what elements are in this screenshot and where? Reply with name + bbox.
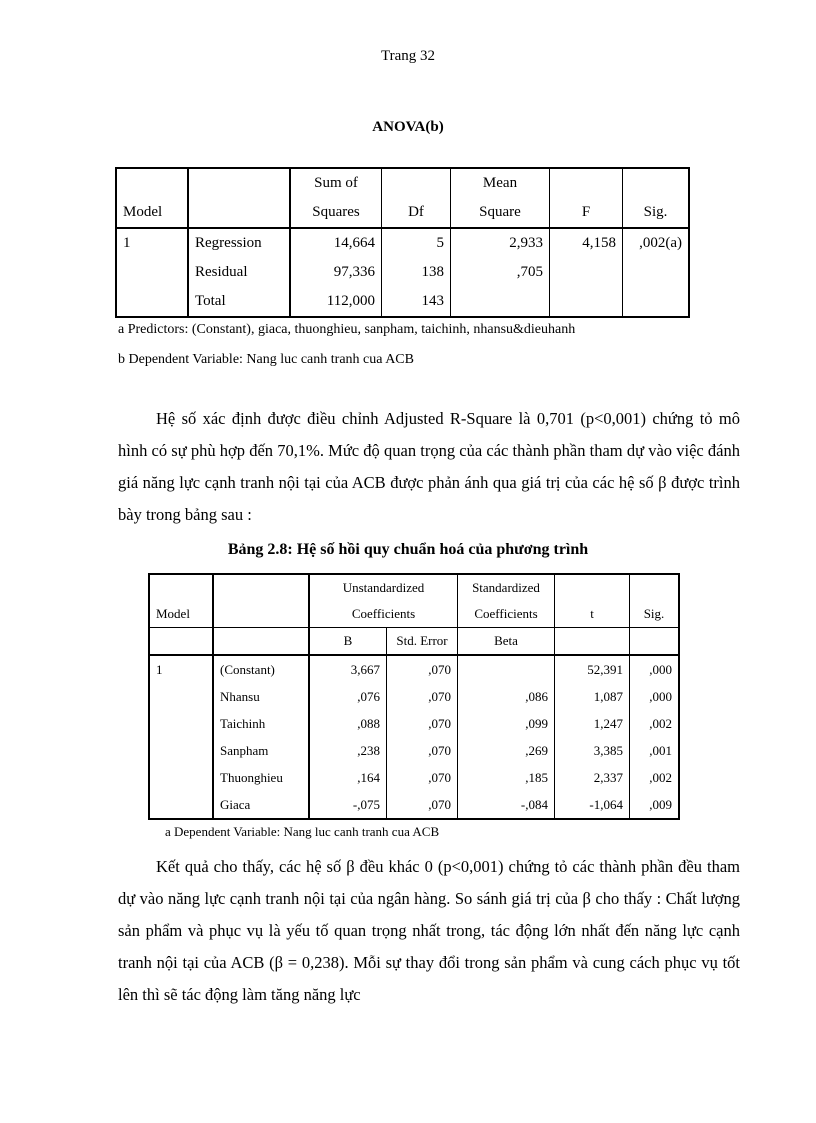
coef-table-title: Bảng 2.8: Hệ số hồi quy chuẩn hoá của phương trình: [227, 541, 589, 558]
coef-b: ,076: [309, 683, 387, 710]
coef-beta: ,185: [458, 764, 555, 791]
anova-df: 5: [382, 228, 451, 258]
coef-term: Thuonghieu: [213, 764, 309, 791]
anova-f: 4,158: [550, 228, 623, 258]
coef-beta: ,099: [458, 710, 555, 737]
coef-term: Sanpham: [213, 737, 309, 764]
coef-se: ,070: [387, 791, 458, 819]
anova-ss: 97,336: [290, 258, 382, 287]
coef-b: -,075: [309, 791, 387, 819]
coef-footnote: a Dependent Variable: Nang luc canh tranh cua ACB: [165, 824, 440, 839]
anova-model-number: 1: [116, 228, 188, 258]
coef-b: ,088: [309, 710, 387, 737]
paragraph-2-text: Kết quả cho thấy, các hệ số β đều khác 0 (p<0,001) chứng tỏ các thành phần đều tham dự vào năng lực cạnh tranh nội tại của ngân hàng. So sánh giá trị của β cho thấy : Chất lượng sản phẩm và phục vụ là yếu tố quan trọng nhất trong, tác động lớn nhất đến năng lực cạnh tranh nội tại của ACB (β = 0,238). Mỗi sự thay đổi trong sản phẩm và cung cách phục vụ tốt lên thì sẽ tác động làm tăng năng lực: [118, 857, 740, 1004]
anova-title: ANOVA(b): [372, 119, 444, 135]
coef-sig: ,001: [649, 742, 672, 758]
coef-sig: ,000: [649, 688, 672, 704]
coef-t: -1,064: [555, 791, 630, 819]
coef-header-b: B: [309, 628, 387, 656]
anova-header-model: Model: [116, 198, 188, 228]
coef-beta: [458, 655, 555, 683]
coef-header-sig: Sig.: [643, 606, 665, 621]
paragraph-2: [118, 851, 740, 1011]
anova-ms: 2,933: [451, 228, 550, 258]
coef-se: ,070: [387, 710, 458, 737]
coef-b: 3,667: [309, 655, 387, 683]
coef-t: 1,247: [555, 710, 630, 737]
anova-table: [115, 167, 690, 318]
coef-term: Giaca: [213, 791, 309, 819]
table-row: [116, 287, 689, 317]
anova-df: 143: [382, 287, 451, 317]
anova-term: Residual: [188, 258, 290, 287]
table-row: [149, 764, 679, 791]
anova-ss: 14,664: [290, 228, 382, 258]
table-row: [116, 258, 689, 287]
table-row: [149, 683, 679, 710]
coef-sig: ,009: [649, 796, 672, 812]
table-row: [149, 791, 679, 819]
anova-term: Total: [188, 287, 290, 317]
anova-header-df: Df: [382, 198, 451, 228]
anova-header-ms-bottom: Square: [451, 198, 550, 228]
coef-t: 52,391: [555, 655, 630, 683]
anova-footnote-a: a Predictors: (Constant), giaca, thuonghieu, sanpham, taichinh, nhansu&dieuhanh: [118, 322, 576, 337]
coef-b: ,164: [309, 764, 387, 791]
coef-beta: ,269: [458, 737, 555, 764]
table-row: [149, 655, 679, 683]
table-row: [149, 737, 679, 764]
table-row: [116, 228, 689, 258]
coef-t: 1,087: [555, 683, 630, 710]
coef-term: Nhansu: [213, 683, 309, 710]
anova-sig: ,002(a): [639, 235, 682, 251]
coef-sig: ,000: [649, 661, 672, 677]
coef-model-number: 1: [149, 655, 213, 683]
anova-header-f: F: [550, 198, 623, 228]
coef-beta: -,084: [458, 791, 555, 819]
coef-header-t: t: [555, 601, 630, 628]
anova-header-ms-top: Mean: [451, 168, 550, 198]
page-header: Trang 32: [380, 48, 436, 64]
paragraph-1-text: Hệ số xác định được điều chỉnh Adjusted R-Square là 0,701 (p<0,001) chứng tỏ mô hình có sự phù hợp đến 70,1%. Mức độ quan trọng của các thành phần tham dự vào việc đánh giá năng lực cạnh tranh nội tại của ACB được phản ánh qua giá trị của các hệ số β được trình bày trong bảng sau :: [118, 409, 740, 524]
coef-beta: ,086: [458, 683, 555, 710]
anova-ms: ,705: [451, 258, 550, 287]
coef-sig: ,002: [649, 769, 672, 785]
coef-t: 2,337: [555, 764, 630, 791]
anova-df: 138: [382, 258, 451, 287]
coef-sig: ,002: [649, 715, 672, 731]
coef-header-model: Model: [149, 601, 213, 628]
coef-term: (Constant): [213, 655, 309, 683]
coef-se: ,070: [387, 655, 458, 683]
table-row: [149, 710, 679, 737]
coef-header-unstd-top: Unstandardized: [309, 574, 458, 601]
coef-t: 3,385: [555, 737, 630, 764]
coef-header-beta: Beta: [458, 628, 555, 656]
coef-term: Taichinh: [213, 710, 309, 737]
coef-se: ,070: [387, 683, 458, 710]
coef-header-std-top: Standardized: [458, 574, 555, 601]
anova-header-ss-top: Sum of: [290, 168, 382, 198]
coef-header-unstd-bottom: Coefficients: [309, 601, 458, 628]
coef-header-std-error: Std. Error: [387, 628, 458, 656]
anova-term: Regression: [188, 228, 290, 258]
anova-header-sig: Sig.: [623, 198, 690, 228]
anova-footnote-b: b Dependent Variable: Nang luc canh tranh cua ACB: [118, 352, 414, 367]
coefficients-table: [148, 573, 680, 820]
coef-header-std-bottom: Coefficients: [458, 601, 555, 628]
anova-ss: 112,000: [290, 287, 382, 317]
coef-se: ,070: [387, 737, 458, 764]
coef-b: ,238: [309, 737, 387, 764]
coef-se: ,070: [387, 764, 458, 791]
paragraph-1: [118, 403, 740, 531]
anova-header-ss-bottom: Squares: [290, 198, 382, 228]
